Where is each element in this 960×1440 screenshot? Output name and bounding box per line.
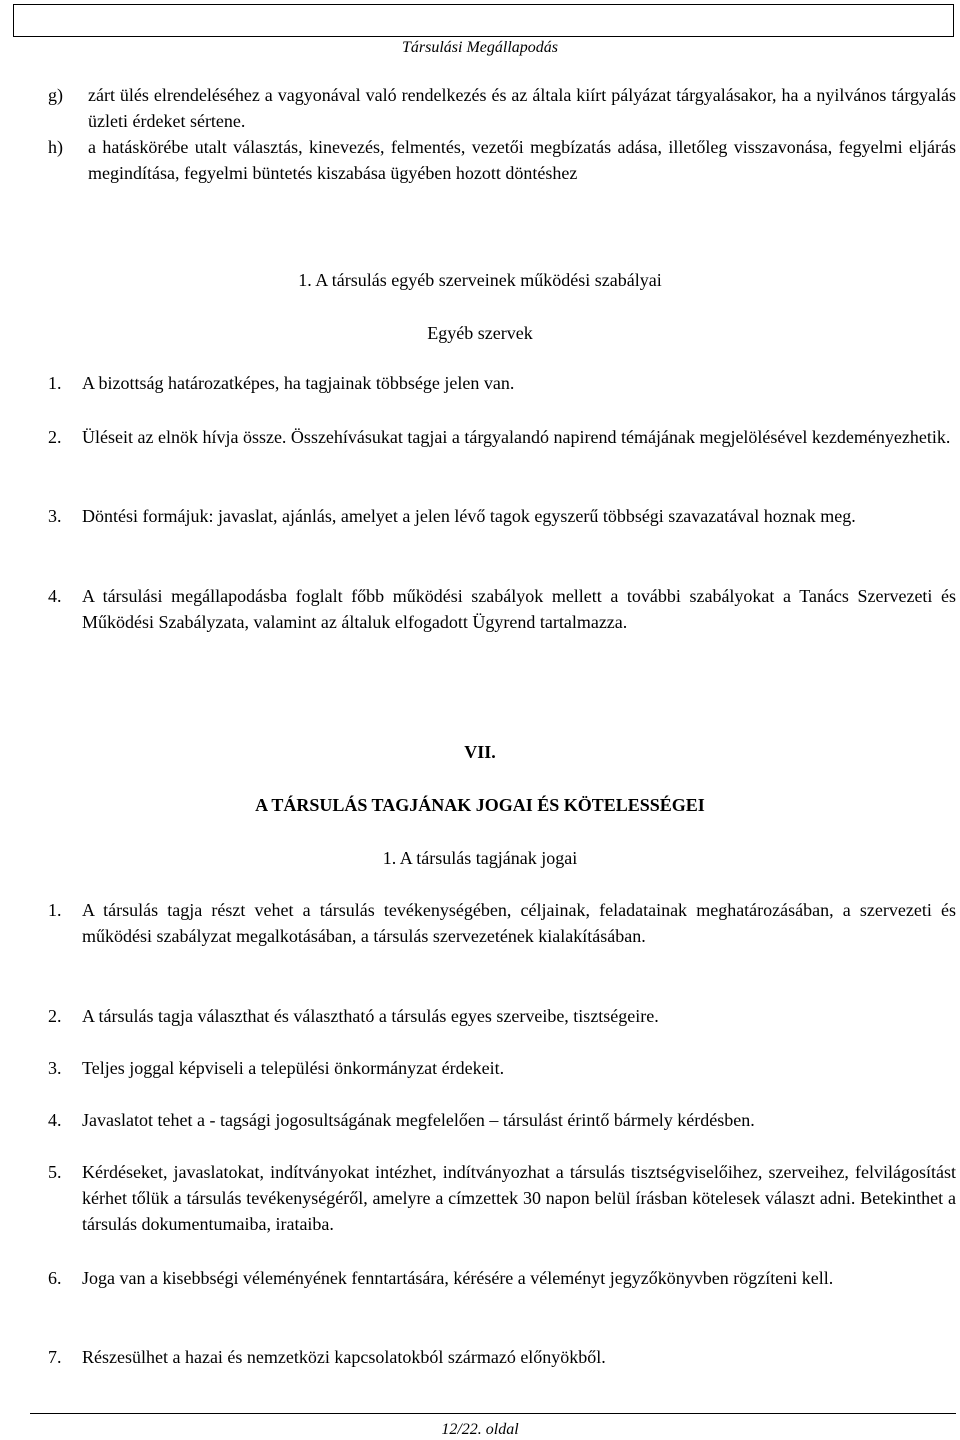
item-number: 7. xyxy=(48,1347,62,1367)
rights-item-2 xyxy=(48,1003,956,1029)
section1-item-1 xyxy=(48,370,956,396)
item-number: 3. xyxy=(48,506,62,526)
chapter-subheading: 1. A társulás tagjának jogai xyxy=(382,848,578,868)
item-number: 1. xyxy=(48,373,62,393)
item-text: Teljes joggal képviseli a települési önkormányzat érdekeit. xyxy=(82,1058,505,1078)
header-box xyxy=(13,4,954,37)
page-header-title: Társulási Megállapodás xyxy=(401,39,558,56)
rights-item-3 xyxy=(48,1055,956,1081)
page-number: 12/22. oldal xyxy=(441,1421,519,1438)
item-number: 4. xyxy=(48,1110,62,1130)
item-text: Üléseit az elnök hívja össze. Összehívásukat tagjai a tárgyalandó napirend témájának megjelölésével kezdeményezhetik. xyxy=(82,427,951,447)
item-number: 3. xyxy=(48,1058,62,1078)
item-text: Kérdéseket, javaslatokat, indítványokat intézhet, indítványozhat a társulás tisztségviselőihez, szerveihez, felvilágosítást kérhet tőlük a társulás tevékenységéről, amelyre a címzettek 30 napon belül írásban kötelesek választ adni. Betekinthet a társulás dokumentumaiba, irataiba. xyxy=(82,1162,956,1234)
list-item-g xyxy=(48,82,956,134)
rights-item-6 xyxy=(48,1265,956,1291)
list-text: zárt ülés elrendeléséhez a vagyonával való rendelkezés és az általa kiírt pályázat tárgyalásakor, ha a nyilvános tárgyalás üzleti érdeket sértene. xyxy=(88,85,956,131)
section1-item-4 xyxy=(48,583,956,635)
section-heading: 1. A társulás egyéb szerveinek működési szabályai xyxy=(298,270,662,290)
section1-item-3 xyxy=(48,503,956,529)
list-text: a hatáskörébe utalt választás, kinevezés, felmentés, vezetői megbízatás adása, illetőleg visszavonása, fegyelmi eljárás megindítása, fegyelmi büntetés kiszabása ügyében hozott döntéshez xyxy=(88,137,956,183)
rights-item-5 xyxy=(48,1159,956,1237)
item-text: A társulás tagja választhat és választható a társulás egyes szerveibe, tisztségeire. xyxy=(82,1006,659,1026)
item-number: 2. xyxy=(48,427,62,447)
rights-item-1 xyxy=(48,897,956,949)
item-text: A bizottság határozatképes, ha tagjainak többsége jelen van. xyxy=(82,373,515,393)
item-number: 2. xyxy=(48,1006,62,1026)
item-number: 1. xyxy=(48,900,62,920)
chapter-title: A TÁRSULÁS TAGJÁNAK JOGAI ÉS KÖTELESSÉGEI xyxy=(255,795,705,815)
item-number: 6. xyxy=(48,1268,62,1288)
item-text: A társulás tagja részt vehet a társulás tevékenységében, céljainak, feladatainak meghatározásában, a szervezeti és működési szabályzat megalkotásában, a társulás szervezetének kialakításában. xyxy=(82,900,956,946)
section-subheading: Egyéb szervek xyxy=(427,323,533,343)
chapter-number: VII. xyxy=(464,742,496,762)
section1-item-2 xyxy=(48,424,956,450)
item-text: Javaslatot tehet a - tagsági jogosultságának megfelelően – társulást érintő bármely kérdésben. xyxy=(82,1110,755,1130)
item-text: Döntési formájuk: javaslat, ajánlás, amelyet a jelen lévő tagok egyszerű többségi szavazatával hoznak meg. xyxy=(82,506,856,526)
list-label: h) xyxy=(48,137,63,157)
rights-item-4 xyxy=(48,1107,956,1133)
item-text: A társulási megállapodásba foglalt főbb működési szabályok mellett a további szabályokat a Tanács Szervezeti és Működési Szabályzata, valamint az általuk elfogadott Ügyrend tartalmazza. xyxy=(82,586,956,632)
item-text: Részesülhet a hazai és nemzetközi kapcsolatokból származó előnyökből. xyxy=(82,1347,606,1367)
item-number: 4. xyxy=(48,586,62,606)
item-text: Joga van a kisebbségi véleményének fenntartására, kérésére a véleményt jegyzőkönyvben rögzíteni kell. xyxy=(82,1268,834,1288)
item-number: 5. xyxy=(48,1162,62,1182)
footer-divider xyxy=(30,1413,956,1414)
rights-item-7 xyxy=(48,1344,956,1370)
list-label: g) xyxy=(48,85,63,105)
list-item-h xyxy=(48,134,956,186)
